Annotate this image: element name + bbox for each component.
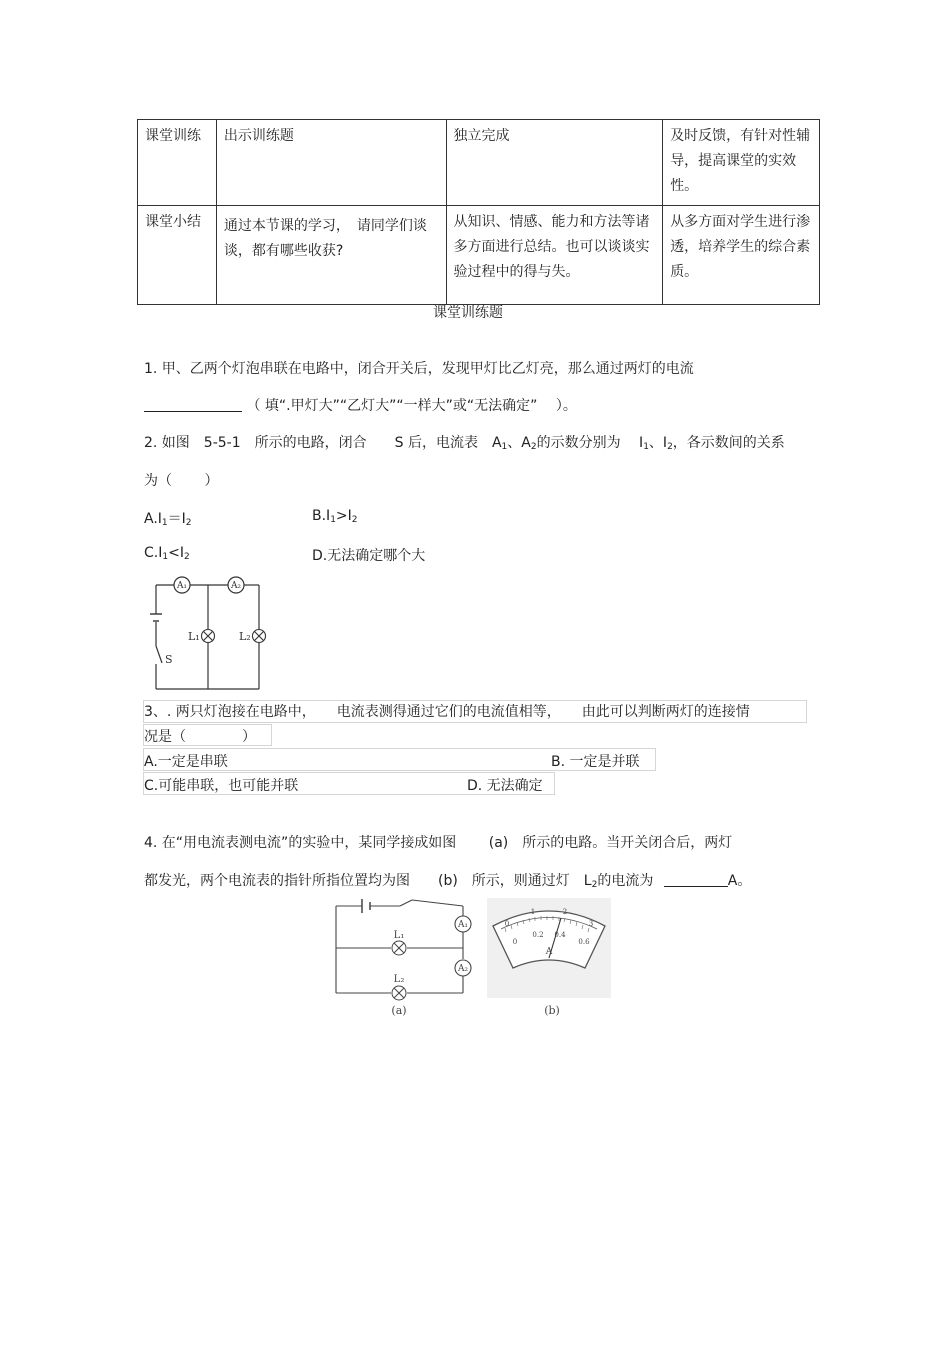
label-a2: A₂ — [457, 964, 469, 974]
design-intent-cell: 从多方面对学生进行渗透，培养学生的综合素质。 — [663, 206, 820, 305]
q2-line1: 2. 如图 5-5-1 所示的电路，闭合 S 后，电流表 $A_1$、$A_2$的示数分别为 $I_1$、$I_2$，各示数间的关系 — [144, 435, 785, 452]
section-title: 课堂训练题 — [433, 305, 503, 321]
q3-line2: 况是（ ） — [144, 729, 256, 745]
figure-caption-a: (a) — [391, 1004, 407, 1017]
q3-option-c[interactable]: C.可能串联，也可能并联 — [144, 778, 299, 794]
table-row — [138, 206, 820, 305]
lesson-plan-table — [137, 119, 820, 305]
q3-option-b[interactable]: B. 一定是并联 — [551, 754, 640, 770]
label-a2: A₂ — [230, 581, 242, 591]
student-activity-cell: 独立完成 — [446, 120, 663, 206]
teacher-activity-cell: 通过本节课的学习， 请同学们谈谈，都有哪些收获? — [216, 206, 446, 305]
label-s: S — [165, 653, 173, 666]
circuit-diagram-q2 — [146, 574, 274, 694]
design-intent-cell: 及时反馈，有针对性辅导，提高课堂的实效性。 — [663, 120, 820, 206]
scale-bottom-0: 0 — [512, 938, 518, 946]
q1-line1: 1. 甲、乙两个灯泡串联在电路中，闭合开关后，发现甲灯比乙灯亮，那么通过两灯的电流 — [144, 361, 694, 377]
q3-line1: 3、. 两只灯泡接在电路中， 电流表测得通过它们的电流值相等， 由此可以判断两灯的连接情 — [144, 704, 750, 720]
q2-option-b[interactable]: $B.I_1>I_2$ — [312, 508, 358, 525]
q2-line2: 为（ ） — [144, 473, 219, 489]
label-a1: A₁ — [176, 581, 188, 591]
q2-option-c[interactable]: $C.I_1<I_2$ — [144, 545, 190, 562]
q3-option-d[interactable]: D. 无法确定 — [467, 778, 543, 794]
label-a1: A₁ — [457, 920, 469, 930]
label-l2: L₂ — [393, 974, 405, 985]
student-activity-cell: 从知识、情感、能力和方法等诸多方面进行总结。也可以谈谈实验过程中的得与失。 — [446, 206, 663, 305]
q4-line2: 都发光，两个电流表的指针所指位置均为图 (b) 所示，则通过灯 $L_2$的电流为 A。 — [144, 873, 752, 890]
answer-blank[interactable] — [664, 872, 728, 887]
scale-top-1: 1 — [530, 908, 536, 916]
q4-line1: 4. 在“用电流表测电流”的实验中，某同学接成如图 (a) 所示的电路。当开关闭合后，两灯 — [144, 835, 733, 851]
stage-cell: 课堂训练 — [138, 120, 217, 206]
lamp-l1-icon — [202, 630, 215, 643]
scale-top-3: 3 — [588, 920, 594, 928]
unit-label: A — [545, 947, 553, 957]
scale-top-0: 0 — [504, 920, 510, 928]
scale-bottom-3: 0.6 — [578, 938, 590, 946]
table-row — [138, 120, 820, 206]
ammeter-dial-q4b — [485, 896, 613, 1022]
label-l1: L₁ — [188, 630, 200, 643]
q1-line2: （ 填“.甲灯大”“乙灯大”“一样大”或“无法确定” ）。 — [144, 395, 577, 415]
q2-option-a[interactable]: $A.I_1=I_2$ — [144, 511, 192, 528]
label-l2: L₂ — [239, 630, 251, 643]
stage-cell: 课堂小结 — [138, 206, 217, 305]
lamp-l1-icon — [392, 941, 406, 955]
label-l1: L₁ — [393, 930, 405, 941]
answer-blank[interactable] — [144, 397, 242, 412]
scale-bottom-2: 0.4 — [554, 931, 566, 939]
scale-top-2: 2 — [562, 908, 568, 916]
q3-option-a[interactable]: A.一定是串联 — [144, 754, 228, 770]
q2-option-d[interactable]: D.无法确定哪个大 — [312, 548, 426, 564]
teacher-activity-cell: 出示训练题 — [216, 120, 446, 206]
lamp-l2-icon — [392, 986, 406, 1000]
circuit-diagram-q4a — [328, 896, 480, 1022]
lamp-l2-icon — [253, 630, 266, 643]
figure-caption-b: (b) — [544, 1004, 560, 1017]
scale-bottom-1: 0.2 — [532, 931, 544, 939]
